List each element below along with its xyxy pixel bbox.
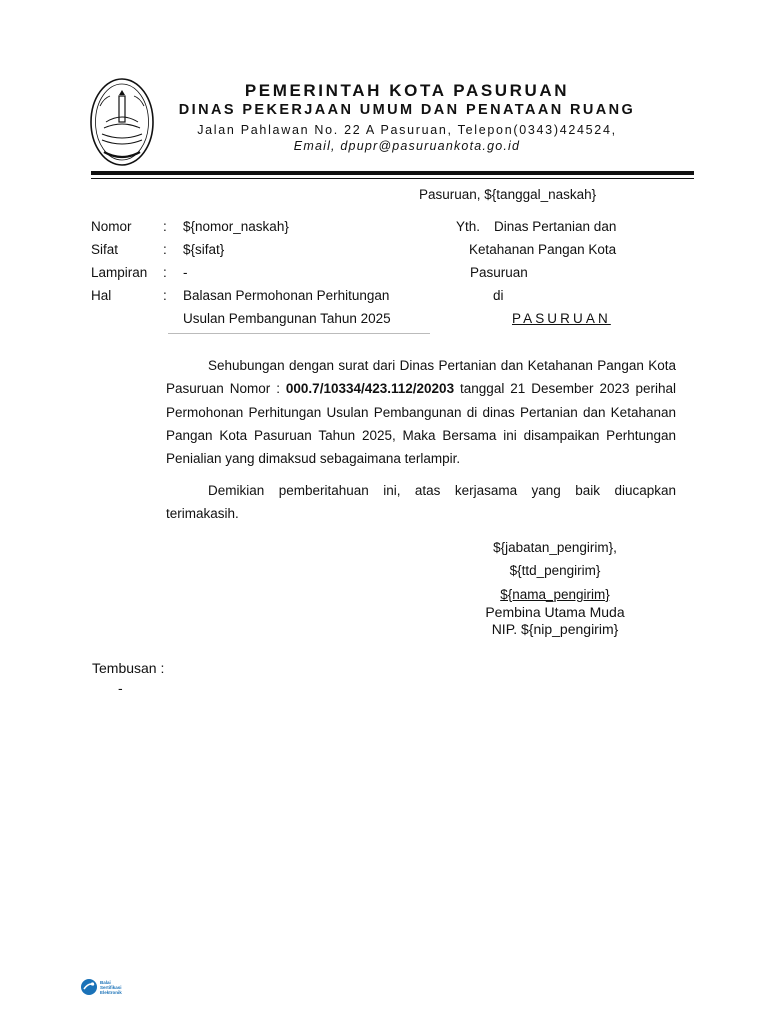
place-date: Pasuruan, ${tanggal_naskah}	[419, 187, 597, 202]
signature-name: ${nama_pengirim}	[500, 587, 610, 602]
recipient-salutation: Yth.	[456, 219, 481, 234]
signature-rank: Pembina Utama Muda	[485, 604, 625, 620]
letterhead-divider	[91, 171, 694, 175]
body-paragraph-1-text-b: tanggal 21 Desember 2023 perihal Permohonan Perhitungan Usulan Pembangunan di dinas Pertanian dan Ketahanan Pangan Kota Pasuruan Tahun 2025, Maka Bersama ini disampaikan Perhtungan Penialian yang dimaksud sebagaimana terlampir.	[166, 381, 676, 467]
bsre-label-line: Balai	[100, 980, 111, 985]
signature-placeholder: ${ttd_pengirim}	[509, 563, 601, 578]
cc-label: Tembusan :	[92, 660, 165, 676]
field-label-nomor: Nomor	[91, 219, 132, 234]
subject-underline	[168, 333, 430, 334]
field-colon: :	[163, 288, 167, 303]
bsre-label-line: Sertifikasi	[100, 985, 122, 990]
field-value-hal: Balasan Permohonan Perhitungan	[183, 288, 390, 303]
body-paragraph-2-text: Demikian pemberitahuan ini, atas kerjasama yang baik diucapkan terimakasih.	[166, 483, 676, 522]
field-label-lampiran: Lampiran	[91, 265, 148, 280]
letterhead-email: Email, dpupr@pasuruankota.go.id	[293, 139, 521, 153]
recipient-line-1: Dinas Pertanian dan	[494, 219, 617, 234]
field-label-hal: Hal	[91, 288, 112, 303]
signature-position: ${jabatan_pengirim},	[493, 540, 617, 555]
field-colon: :	[163, 219, 167, 234]
field-value-sifat: ${sifat}	[183, 242, 225, 257]
recipient-line-2: Ketahanan Pangan Kota	[469, 242, 617, 257]
signature-nip: NIP. ${nip_pengirim}	[491, 621, 619, 637]
recipient-di: di	[493, 288, 504, 303]
field-colon: :	[163, 242, 167, 257]
field-label-sifat: Sifat	[91, 242, 119, 257]
recipient-city: PASURUAN	[512, 311, 611, 326]
recipient-line-3: Pasuruan	[470, 265, 528, 280]
body-paragraph-2	[166, 479, 676, 526]
body-paragraph-1-text-a: Sehubungan dengan surat dari Dinas Pertanian dan Ketahanan Pangan Kota Pasuruan Nomor :	[166, 358, 676, 397]
letterhead-government: PEMERINTAH KOTA PASURUAN	[244, 81, 570, 100]
reference-number: 000.7/10334/423.112/20203	[285, 381, 455, 397]
field-colon: :	[163, 265, 167, 280]
body-paragraph-1	[166, 354, 676, 470]
pasuruan-city-emblem-icon	[88, 76, 156, 168]
letterhead-agency: DINAS PEKERJAAN UMUM DAN PENATAAN RUANG	[178, 102, 636, 118]
bsre-label-line: Elektronik	[100, 990, 122, 995]
field-value-lampiran: -	[183, 265, 188, 280]
letterhead-address: Jalan Pahlawan No. 22 A Pasuruan, Telepon(0343)424524,	[197, 123, 617, 137]
field-value-nomor: ${nomor_naskah}	[183, 219, 289, 234]
field-value-hal-continued: Usulan Pembangunan Tahun 2025	[183, 311, 391, 326]
cc-item: -	[118, 680, 123, 696]
letterhead-divider-thin	[91, 178, 694, 179]
bsre-logo-icon	[80, 978, 98, 996]
bsre-label	[100, 980, 122, 995]
